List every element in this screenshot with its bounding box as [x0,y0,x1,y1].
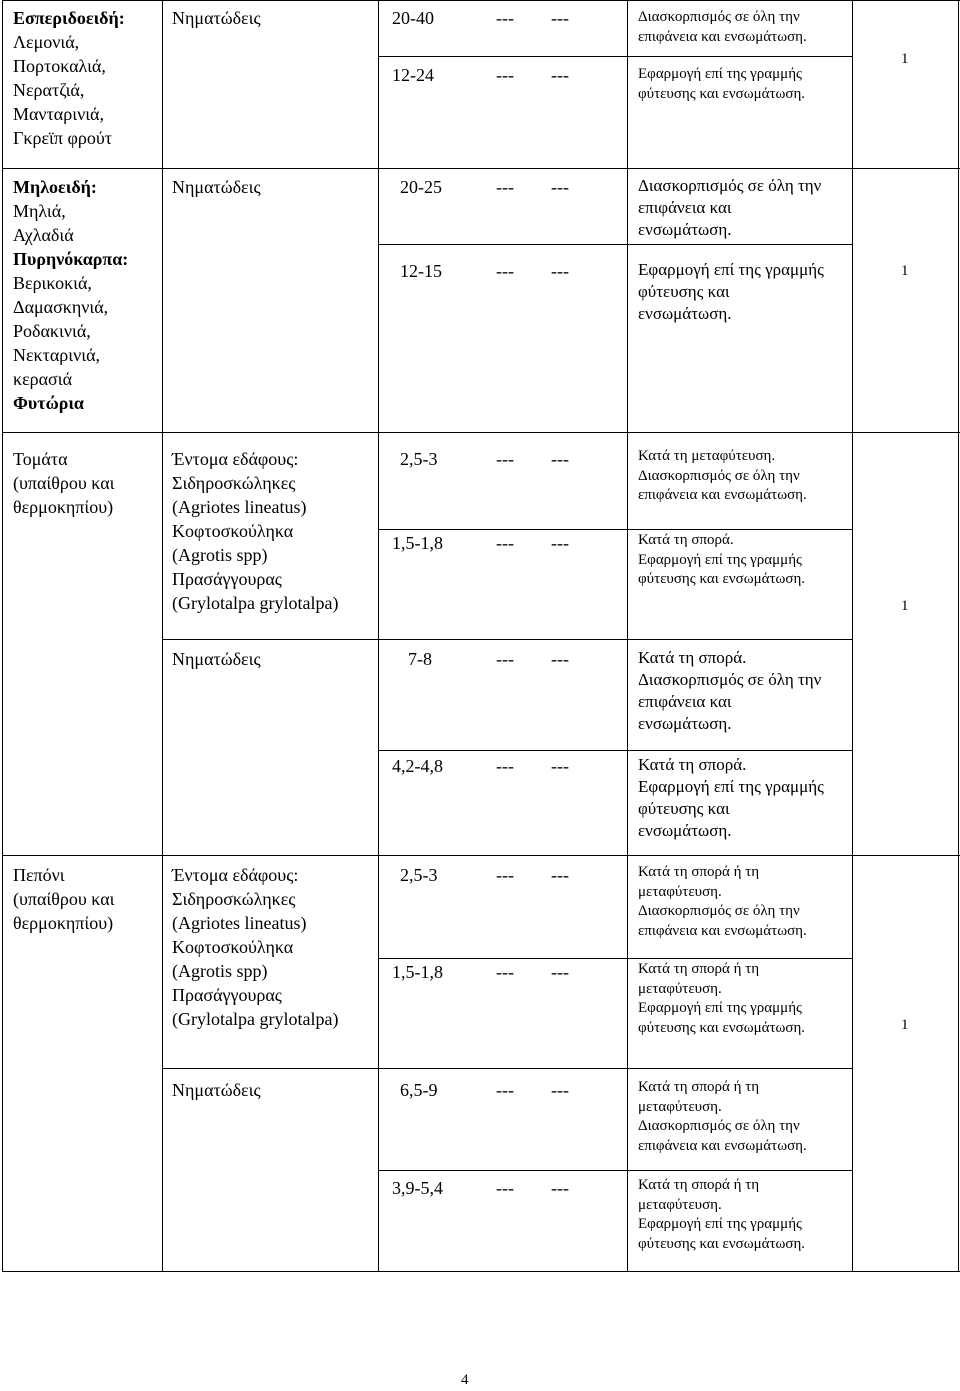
dose-value: 12-15 [400,261,442,281]
table-border-bottom [2,1271,960,1272]
pest-cell: Έντομα εδάφους: Σιδηροσκώληκες (Agriotes lineatus) Κοφτοσκούληκα (Agrotis spp) Πρασάγγουρας (Grylotalpa grylotalpa) [172,449,339,613]
dose-placeholder: --- [496,1080,514,1100]
row-divider [2,168,960,169]
dose-placeholder: --- [496,449,514,469]
dose-placeholder: --- [551,261,569,281]
application-note: Κατά τη σπορά ή τη μεταφύτευση. Διασκορπισμός σε όλη την επιφάνεια και ενσωμάτωση. [638,1079,807,1154]
application-note: Διασκορπισμός σε όλη την επιφάνεια και ενσωμάτωση. [638,9,807,45]
dose-divider [378,750,852,751]
dose-value: 4,2-4,8 [392,756,443,776]
crop-cell: Μηλοειδή: Μηλιά, Αχλαδιά Πυρηνόκαρπα: Βερικοκιά, Δαμασκηνιά, Ροδακινιά, Νεκταρινιά, κερασιά Φυτώρια [13,177,129,413]
dose-placeholder: --- [496,1178,514,1198]
dose-placeholder: --- [496,533,514,553]
dose-value: 20-40 [392,8,434,28]
pest-divider [163,639,852,640]
applications-count: 1 [901,51,909,67]
dose-placeholder: --- [496,865,514,885]
dose-placeholder: --- [551,865,569,885]
table-border-right [958,0,959,1272]
dose-value: 1,5-1,8 [392,962,443,982]
pest-cell: Νηματώδεις [172,177,261,197]
row-divider [2,855,960,856]
column-divider [852,0,853,1272]
dose-placeholder: --- [496,962,514,982]
application-note: Κατά τη σπορά ή τη μεταφύτευση. Εφαρμογή επί της γραμμής φύτευσης και ενσωμάτωση. [638,1177,806,1252]
applications-count: 1 [901,263,909,279]
dose-value: 12-24 [392,65,434,85]
application-note: Κατά τη σπορά. Εφαρμογή επί της γραμμής φύτευσης και ενσωμάτωση. [638,532,806,587]
dose-placeholder: --- [551,1080,569,1100]
dose-value: 20-25 [400,177,442,197]
dose-value: 2,5-3 [400,865,438,885]
application-note: Κατά τη σπορά. Διασκορπισμός σε όλη την επιφάνεια και ενσωμάτωση. [638,648,822,733]
crop-cell: Τομάτα (υπαίθρου και θερμοκηπίου) [13,449,115,517]
dose-value: 7-8 [408,649,432,669]
application-note: Εφαρμογή επί της γραμμής φύτευσης και ενσωμάτωση. [638,260,824,323]
dose-placeholder: --- [496,8,514,28]
table-border-top [2,0,960,1]
dose-placeholder: --- [551,65,569,85]
dose-divider [378,56,852,57]
application-note: Διασκορπισμός σε όλη την επιφάνεια και ενσωμάτωση. [638,176,822,239]
dose-placeholder: --- [496,649,514,669]
pest-cell: Νηματώδεις [172,8,261,28]
application-note: Κατά τη σπορά ή τη μεταφύτευση. Εφαρμογή επί της γραμμής φύτευσης και ενσωμάτωση. [638,961,806,1036]
dose-placeholder: --- [496,65,514,85]
applications-count: 1 [901,1017,909,1033]
dose-divider [378,958,852,959]
dose-placeholder: --- [496,177,514,197]
applications-count: 1 [901,598,909,614]
dose-placeholder: --- [551,756,569,776]
dose-value: 3,9-5,4 [392,1178,443,1198]
page-number: 4 [461,1372,469,1388]
pest-cell: Νηματώδεις [172,1080,261,1100]
crop-cell: Εσπεριδοειδή: Λεμονιά, Πορτοκαλιά, Νερατζιά, Μανταρινιά, Γκρεϊπ φρούτ [13,8,125,148]
dose-divider [378,529,852,530]
dose-placeholder: --- [551,962,569,982]
application-note: Κατά τη σπορά ή τη μεταφύτευση. Διασκορπισμός σε όλη την επιφάνεια και ενσωμάτωση. [638,864,807,939]
pest-divider [163,1068,852,1069]
table-border-left [2,0,3,1272]
column-divider [627,0,628,1272]
column-divider [162,0,163,1272]
dose-value: 2,5-3 [400,449,438,469]
application-note: Κατά τη μεταφύτευση. Διασκορπισμός σε όλη την επιφάνεια και ενσωμάτωση. [638,448,807,503]
crop-cell: Πεπόνι (υπαίθρου και θερμοκηπίου) [13,865,115,933]
column-divider [378,0,379,1272]
dose-divider [378,1170,852,1171]
application-note: Εφαρμογή επί της γραμμής φύτευσης και ενσωμάτωση. [638,66,806,102]
dose-placeholder: --- [551,649,569,669]
pest-cell: Νηματώδεις [172,649,261,669]
dose-placeholder: --- [551,1178,569,1198]
dose-placeholder: --- [496,261,514,281]
dose-divider [378,244,852,245]
dose-value: 1,5-1,8 [392,533,443,553]
row-divider [2,432,960,433]
application-note: Κατά τη σπορά. Εφαρμογή επί της γραμμής φύτευσης και ενσωμάτωση. [638,755,824,840]
dose-placeholder: --- [496,756,514,776]
dose-placeholder: --- [551,533,569,553]
dose-value: 6,5-9 [400,1080,438,1100]
pest-cell: Έντομα εδάφους: Σιδηροσκώληκες (Agriotes lineatus) Κοφτοσκούληκα (Agrotis spp) Πρασάγγουρας (Grylotalpa grylotalpa) [172,865,339,1029]
dose-placeholder: --- [551,449,569,469]
dose-placeholder: --- [551,177,569,197]
dose-placeholder: --- [551,8,569,28]
